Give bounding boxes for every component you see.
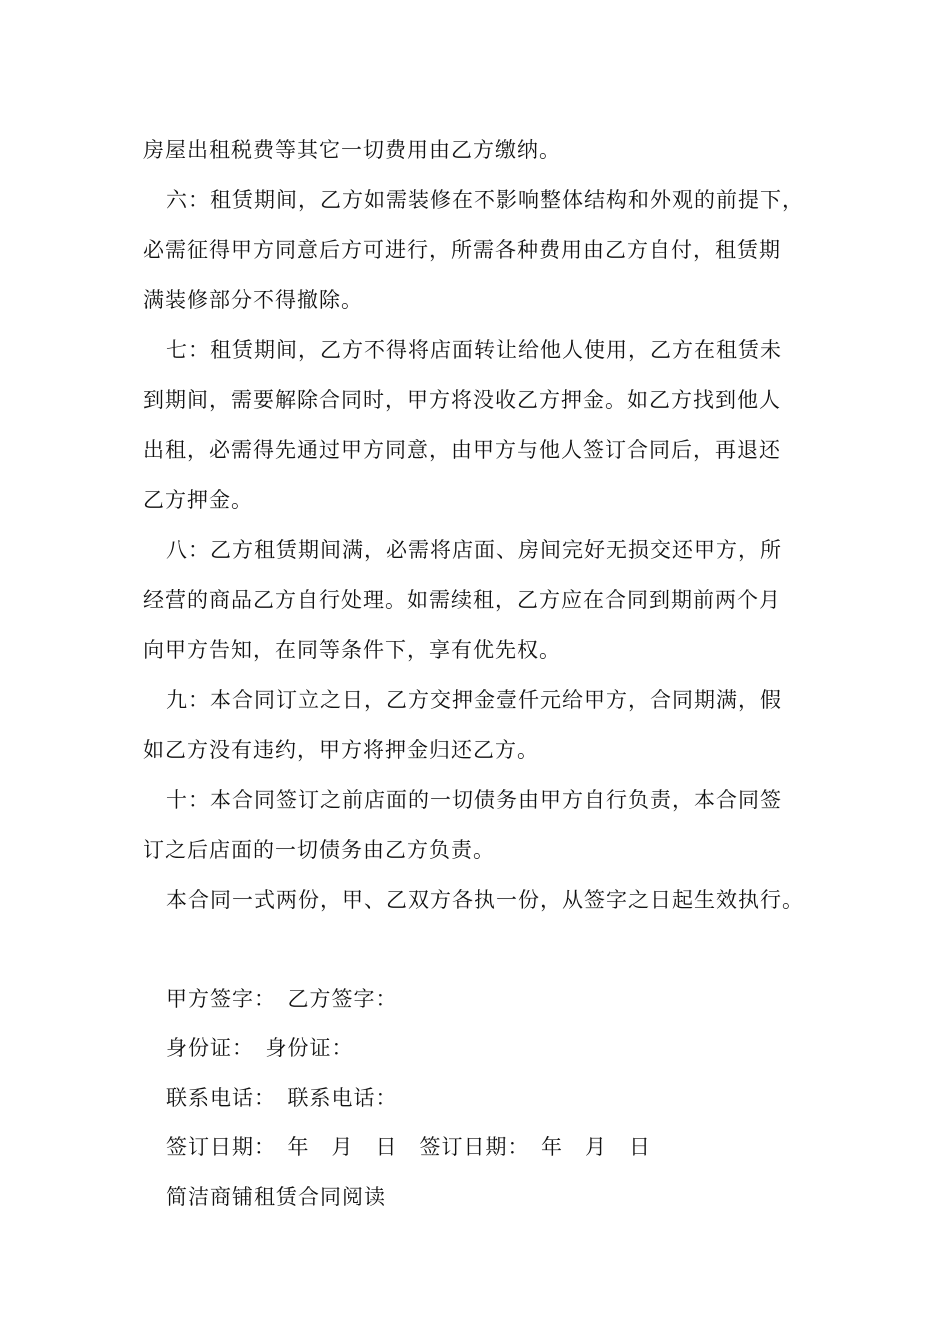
clause-6-line: 满装修部分不得撤除。 <box>143 288 363 312</box>
clause-6-line: 六：租赁期间，乙方如需装修在不影响整体结构和外观的前提下， <box>166 188 804 212</box>
clause-9-line: 九：本合同订立之日，乙方交押金壹仟元给甲方，合同期满，假 <box>166 688 782 712</box>
clause-6-line: 必需征得甲方同意后方可进行，所需各种费用由乙方自付，租赁期 <box>143 238 781 262</box>
closing-line: 本合同一式两份，甲、乙双方各执一份，从签字之日起生效执行。 <box>166 888 804 912</box>
clause-8-line: 经营的商品乙方自行处理。如需续租，乙方应在合同到期前两个月 <box>143 588 781 612</box>
clause-7-line: 七：租赁期间，乙方不得将店面转让给他人使用，乙方在租赁未 <box>166 338 782 362</box>
date-line: 签订日期： 年 月 日 签订日期： 年 月 日 <box>166 1135 651 1159</box>
clause-7-line: 到期间，需要解除合同时，甲方将没收乙方押金。如乙方找到他人 <box>143 388 781 412</box>
id-card-line: 身份证： 身份证： <box>166 1036 354 1060</box>
paragraph-line: 房屋出租税费等其它一切费用由乙方缴纳。 <box>143 138 561 162</box>
clause-10-line: 十：本合同签订之前店面的一切债务由甲方自行负责，本合同签 <box>166 788 782 812</box>
clause-8-line: 向甲方告知，在同等条件下，享有优先权。 <box>143 638 561 662</box>
clause-10-line: 订之后店面的一切债务由乙方负责。 <box>143 838 495 862</box>
clause-7-line: 出租，必需得先通过甲方同意，由甲方与他人签订合同后，再退还 <box>143 438 781 462</box>
phone-line: 联系电话： 联系电话： <box>166 1086 398 1110</box>
clause-7-line: 乙方押金。 <box>143 488 253 512</box>
clause-9-line: 如乙方没有违约，甲方将押金归还乙方。 <box>143 738 539 762</box>
signature-line: 甲方签字： 乙方签字： <box>166 987 398 1011</box>
document-title-line: 简洁商铺租赁合同阅读 <box>166 1185 386 1209</box>
clause-8-line: 八：乙方租赁期间满，必需将店面、房间完好无损交还甲方，所 <box>166 538 782 562</box>
